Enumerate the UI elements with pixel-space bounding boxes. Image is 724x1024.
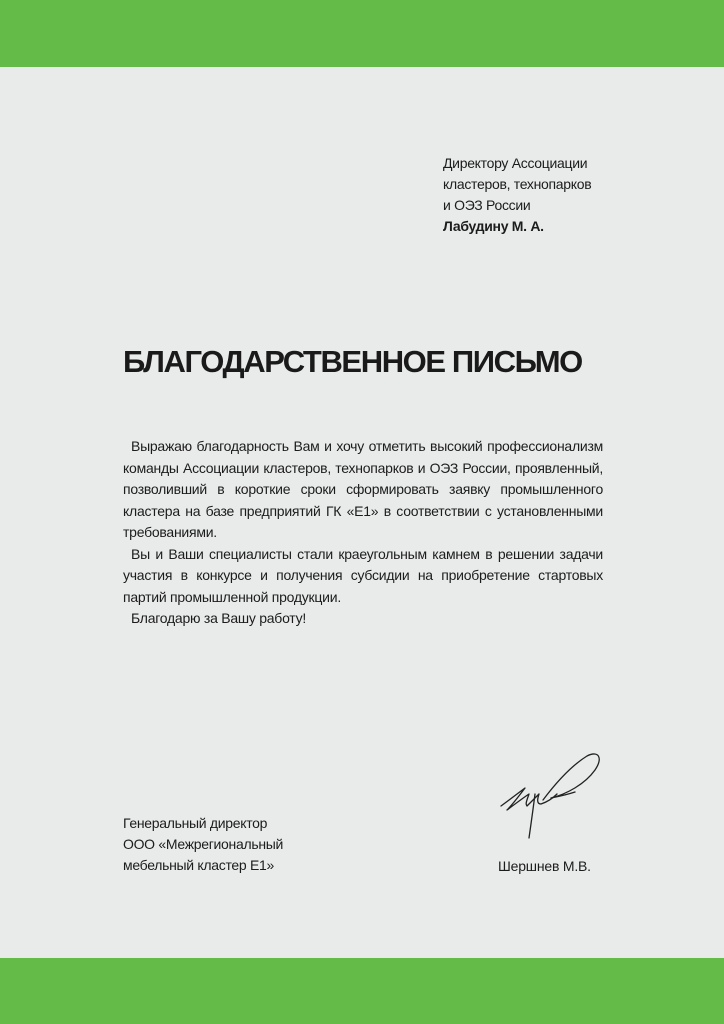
addressee-line-2: кластеров, технопарков (443, 176, 592, 192)
signer-name: Шершнев М.В. (498, 858, 591, 874)
signer-block (123, 813, 383, 876)
letter-title: БЛАГОДАРСТВЕННОЕ ПИСЬМО (123, 344, 582, 379)
body-paragraph-1: Выражаю благодарность Вам и хочу отметить высокий профессионализм команды Ассоциации кластеров, технопарков и ОЭЗ России, проявленный, позволивший в короткие сроки сформировать заявку промышленного кластера на базе предприятий ГК «Е1» в соответствии с установленными требованиями. (123, 438, 603, 540)
signer-line-1: Генеральный директор (123, 815, 268, 831)
letter-body (123, 436, 603, 630)
signer-line-3: мебельный кластер Е1» (123, 857, 274, 873)
handwritten-signature (495, 748, 605, 848)
addressee-name: Лабудину М. А. (443, 218, 544, 234)
body-paragraph-2: Вы и Ваши специалисты стали краеугольным камнем в решении задачи участия в конкурсе и получения субсидии на приобретение стартовых партий промышленной продукции. (123, 545, 603, 605)
addressee-line-3: и ОЭЗ России (443, 197, 531, 213)
addressee-line-1: Директору Ассоциации (443, 155, 588, 171)
bottom-green-band (0, 958, 724, 1024)
top-green-band (0, 0, 724, 67)
body-paragraph-3: Благодарю за Вашу работу! (131, 610, 307, 626)
signer-line-2: ООО «Межрегиональный (123, 836, 284, 852)
addressee-block (443, 153, 683, 237)
